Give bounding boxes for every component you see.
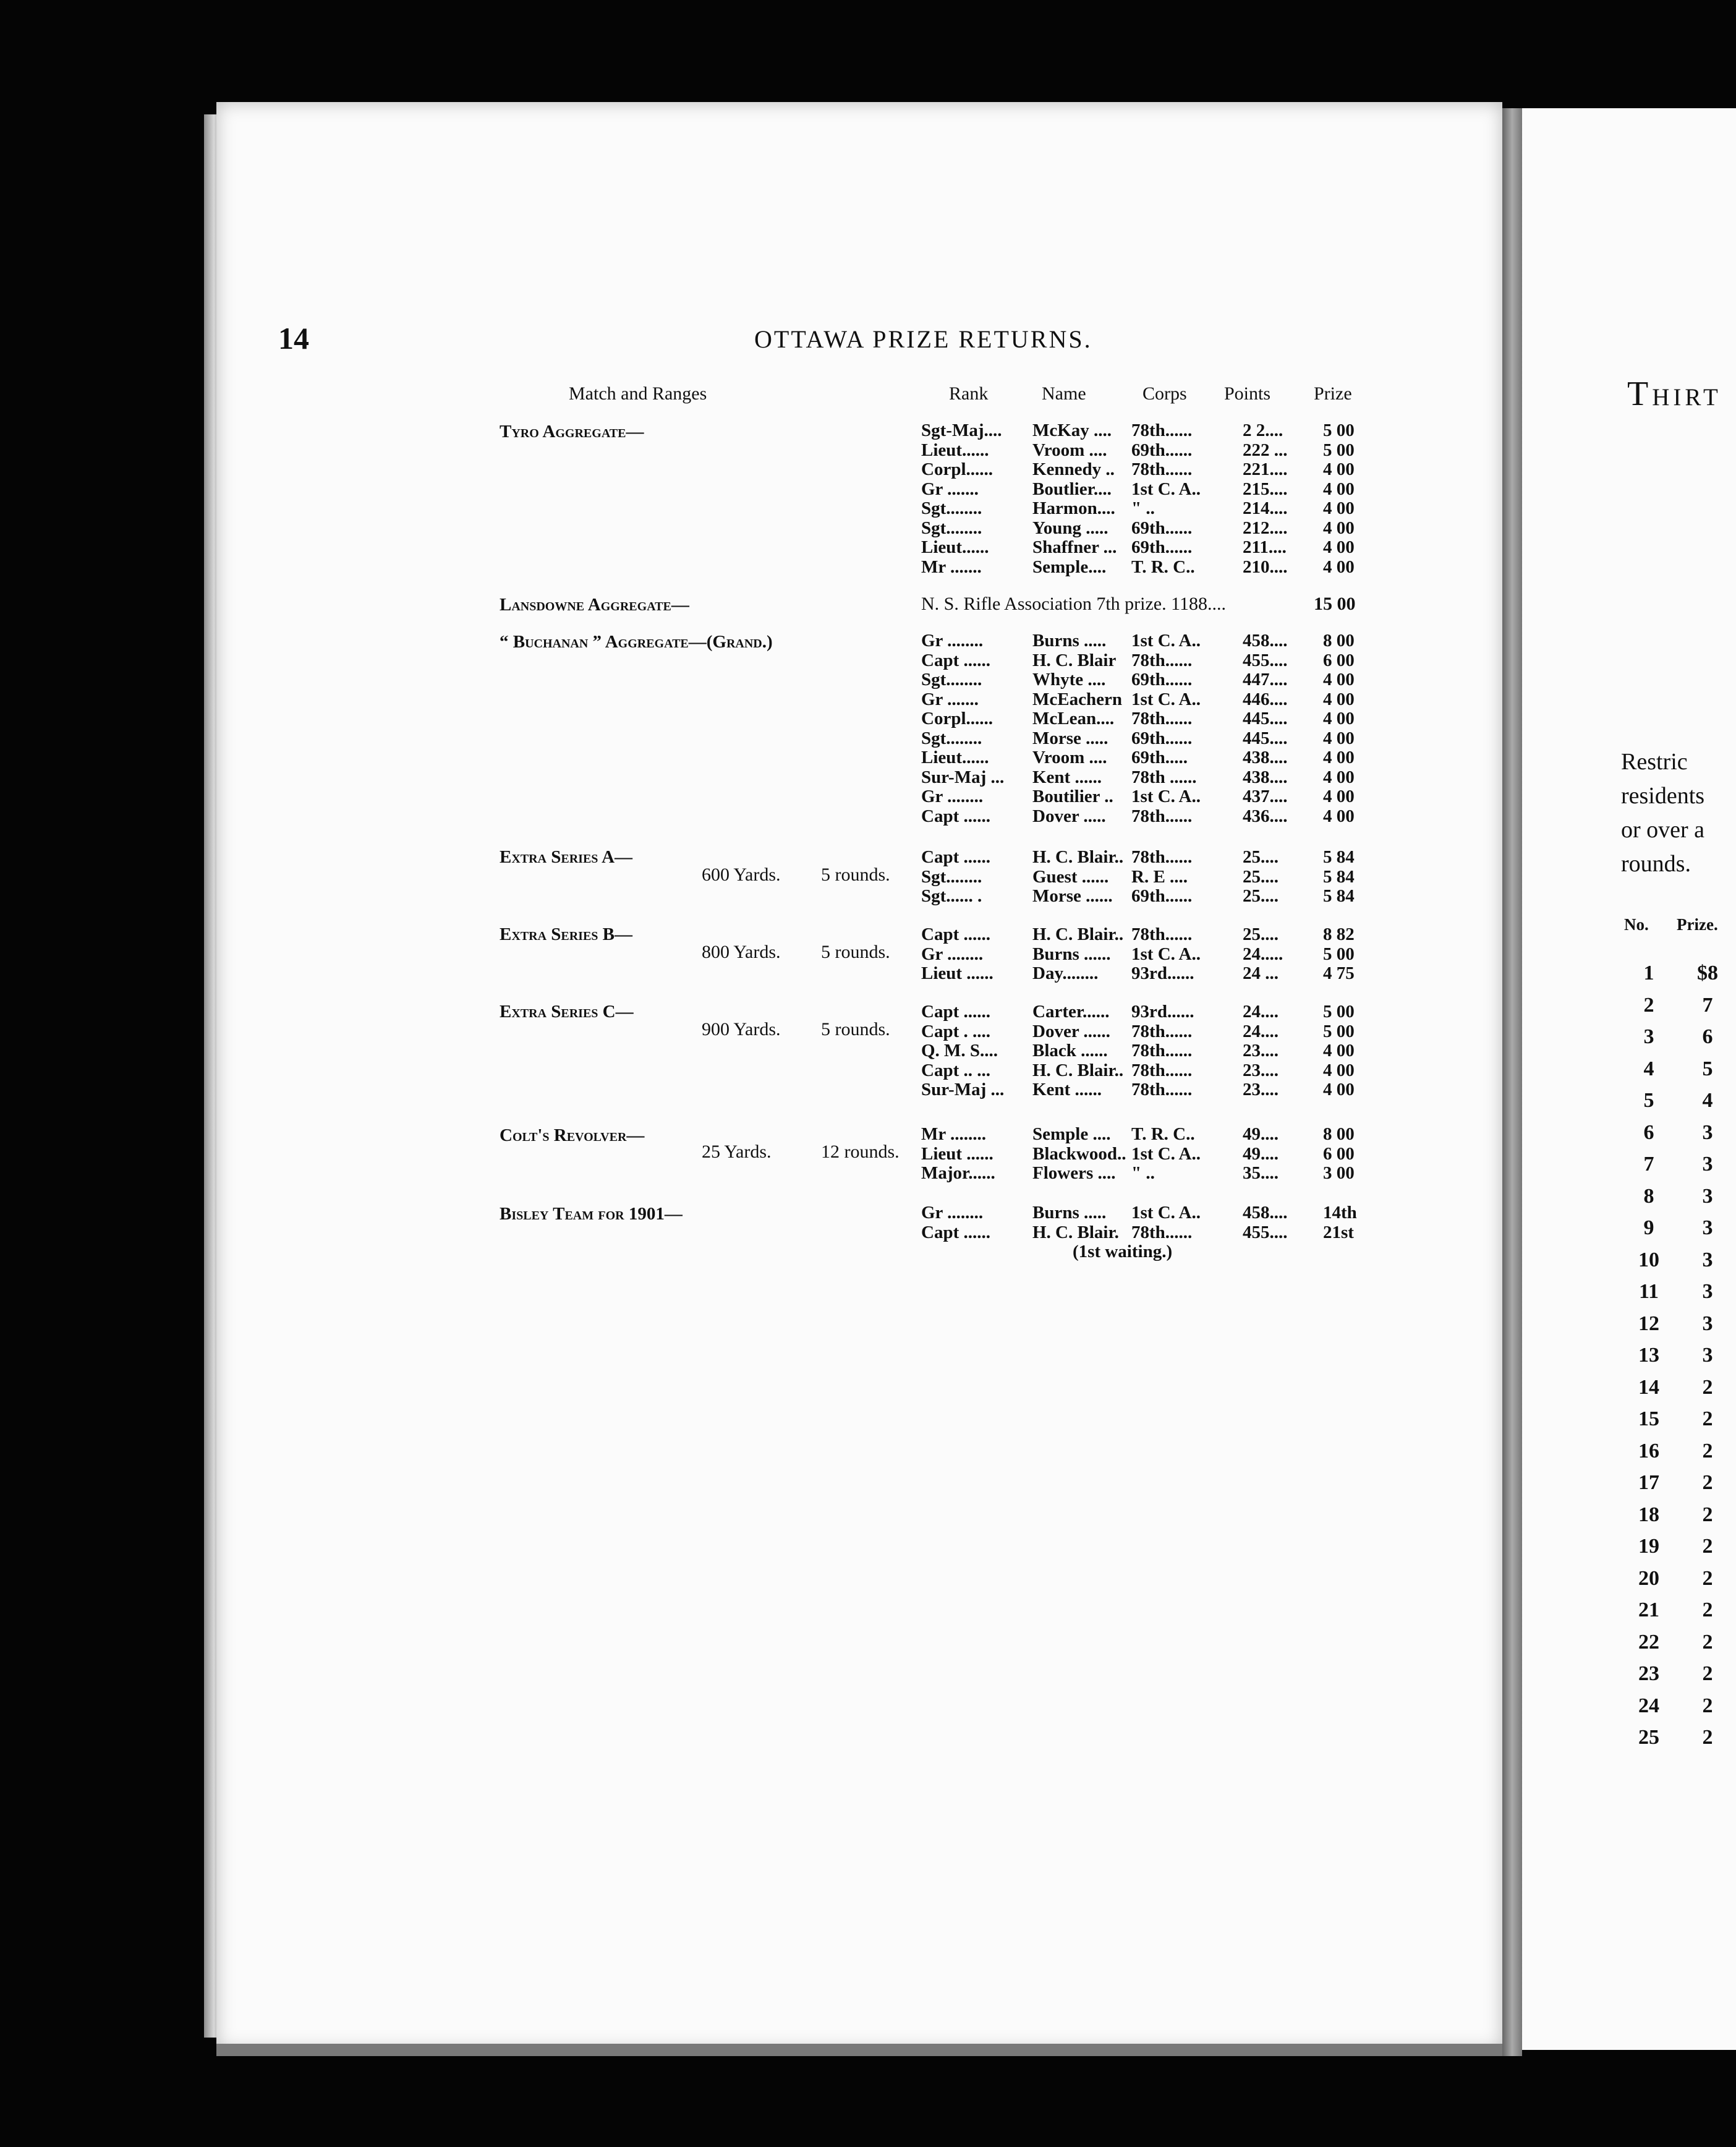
prize-cell: 5 00 — [1323, 944, 1355, 964]
corps-cell: 78th...... — [1131, 924, 1193, 944]
prize-number: 12 — [1638, 1312, 1659, 1335]
rank-cell: Sgt...... . — [921, 886, 982, 906]
prize-cell: 6 00 — [1323, 1143, 1355, 1164]
name-cell: McEachern — [1032, 689, 1122, 709]
prize-amount: 2 — [1702, 1407, 1713, 1430]
rank-cell: Lieut...... — [921, 748, 989, 767]
rank-cell: Sgt........ — [921, 518, 982, 538]
prize-cell: 4 00 — [1323, 806, 1355, 826]
points-cell: 455.... — [1243, 1222, 1288, 1242]
prize-number: 1 — [1643, 962, 1654, 984]
section-range: 25 Yards. — [702, 1142, 772, 1162]
prize-number: 25 — [1638, 1726, 1659, 1749]
right-page-title: Thirt — [1627, 375, 1722, 413]
prize-cell: 5 84 — [1323, 866, 1355, 887]
points-cell: 24.... — [1243, 1021, 1279, 1041]
name-cell: Carter...... — [1032, 1002, 1110, 1022]
prize-number: 21 — [1638, 1599, 1659, 1621]
prize-amount: 2 — [1702, 1439, 1713, 1462]
corps-cell: 69th...... — [1131, 670, 1193, 689]
prize-number: 2 — [1643, 993, 1654, 1017]
prize-cell: 4 75 — [1323, 963, 1355, 983]
prize-cell: 5 00 — [1323, 1021, 1355, 1041]
name-cell: Dover ...... — [1032, 1021, 1110, 1041]
rank-cell: Capt ...... — [921, 650, 990, 670]
section-rounds: 5 rounds. — [821, 864, 890, 885]
rank-cell: Lieut ...... — [921, 1143, 994, 1164]
name-cell: H. C. Blair.. — [1032, 847, 1124, 867]
prize-cell: 4 00 — [1323, 1080, 1355, 1099]
prize-amount: 3 — [1702, 1153, 1713, 1176]
points-cell: 446.... — [1243, 689, 1288, 709]
prize-cell: 4 00 — [1323, 459, 1355, 479]
prize-number: 15 — [1638, 1407, 1659, 1430]
rank-cell: Capt ...... — [921, 1002, 990, 1022]
section-line: N. S. Rifle Association 7th prize. 1188.... — [921, 594, 1227, 614]
points-cell: 438.... — [1243, 748, 1288, 767]
prize-amount: 7 — [1702, 993, 1713, 1017]
corps-cell: 78th...... — [1131, 1060, 1193, 1080]
points-cell: 2 2.... — [1243, 420, 1283, 440]
prize-amount: 3 — [1702, 1184, 1713, 1208]
corps-cell: 78th...... — [1131, 1041, 1193, 1061]
prize-amount: 4 — [1702, 1089, 1713, 1112]
name-cell: Whyte .... — [1032, 670, 1106, 689]
book-gutter — [1502, 108, 1522, 2056]
rank-cell: Mr ....... — [921, 557, 982, 577]
prize-cell: 5 84 — [1323, 886, 1355, 906]
corps-cell: 78th...... — [1131, 709, 1193, 728]
right-col-no: No. — [1624, 915, 1649, 934]
prize-amount: 2 — [1702, 1566, 1713, 1590]
prize-amount: 2 — [1702, 1630, 1713, 1654]
prize-cell: 6 00 — [1323, 650, 1355, 670]
prize-cell: 4 00 — [1323, 728, 1355, 748]
section-title: Bisley Team for 1901— — [500, 1204, 683, 1224]
points-cell: 211.... — [1243, 537, 1287, 557]
section-line-prize: 15 00 — [1314, 594, 1356, 614]
points-cell: 25.... — [1243, 924, 1279, 944]
column-header-match: Match and Ranges — [569, 383, 707, 404]
prize-amount: 3 — [1702, 1312, 1713, 1335]
prize-number: 11 — [1638, 1280, 1659, 1303]
points-cell: 458.... — [1243, 1203, 1288, 1223]
prize-number: 18 — [1638, 1503, 1659, 1526]
prize-amount: 2 — [1702, 1694, 1713, 1717]
prize-amount: 2 — [1702, 1662, 1713, 1685]
prize-number: 19 — [1638, 1535, 1659, 1558]
name-cell: Dover ..... — [1032, 806, 1106, 826]
name-cell: McLean.... — [1032, 709, 1115, 728]
rank-cell: Sgt........ — [921, 498, 982, 518]
name-cell: Guest ...... — [1032, 866, 1109, 887]
name-cell: Black ...... — [1032, 1041, 1108, 1061]
points-cell: 23.... — [1243, 1080, 1279, 1099]
corps-cell: T. R. C.. — [1131, 1124, 1195, 1144]
prize-number: 17 — [1638, 1471, 1659, 1494]
prize-amount: 2 — [1702, 1503, 1713, 1526]
prize-amount: 3 — [1702, 1248, 1713, 1271]
points-cell: 49.... — [1243, 1143, 1279, 1164]
points-cell: 221.... — [1243, 459, 1288, 479]
rank-cell: Q. M. S.... — [921, 1041, 998, 1061]
rank-cell: Corpl...... — [921, 459, 993, 479]
name-cell: Flowers .... — [1032, 1163, 1116, 1183]
prize-cell: 4 00 — [1323, 670, 1355, 689]
points-cell: 210.... — [1243, 557, 1288, 577]
corps-cell: 69th...... — [1131, 440, 1193, 460]
prize-cell: 3 00 — [1323, 1163, 1355, 1183]
rank-cell: Corpl...... — [921, 709, 993, 728]
rank-cell: Sgt........ — [921, 728, 982, 748]
name-cell: Kent ...... — [1032, 1080, 1102, 1099]
corps-cell: 78th...... — [1131, 459, 1193, 479]
rank-cell: Lieut...... — [921, 537, 989, 557]
prize-cell: 4 00 — [1323, 689, 1355, 709]
rank-cell: Capt ...... — [921, 806, 990, 826]
prize-amount: 6 — [1702, 1025, 1713, 1048]
corps-cell: T. R. C.. — [1131, 557, 1195, 577]
name-cell: H. C. Blair.. — [1032, 924, 1124, 944]
points-cell: 25.... — [1243, 866, 1279, 887]
points-cell: 455.... — [1243, 650, 1288, 670]
prize-cell: 14th — [1323, 1203, 1357, 1223]
prize-amount: 5 — [1702, 1057, 1713, 1080]
corps-cell: 78th...... — [1131, 1080, 1193, 1099]
name-cell: Kennedy .. — [1032, 459, 1115, 479]
corps-cell: 1st C. A.. — [1131, 479, 1201, 499]
corps-cell: 69th...... — [1131, 886, 1193, 906]
prize-number: 8 — [1643, 1184, 1654, 1208]
corps-cell: 69th..... — [1131, 748, 1188, 767]
corps-cell: " .. — [1131, 1163, 1155, 1183]
corps-cell: 78th...... — [1131, 806, 1193, 826]
corps-cell: " .. — [1131, 498, 1155, 518]
section-range: 800 Yards. — [702, 942, 781, 962]
points-cell: 215.... — [1243, 479, 1288, 499]
points-cell: 49.... — [1243, 1124, 1279, 1144]
rank-cell: Gr ....... — [921, 689, 979, 709]
prize-number: 3 — [1643, 1025, 1654, 1048]
prize-cell: 5 84 — [1323, 847, 1355, 867]
page-bottom-edge — [216, 2044, 1502, 2056]
rank-cell: Sgt........ — [921, 670, 982, 689]
points-cell: 447.... — [1243, 670, 1288, 689]
corps-cell: 78th...... — [1131, 650, 1193, 670]
right-page-text-line: or over a — [1621, 817, 1705, 843]
points-cell: 24.... — [1243, 1002, 1279, 1022]
prize-cell: 5 00 — [1323, 440, 1355, 460]
prize-cell: 4 00 — [1323, 537, 1355, 557]
name-cell: Boutilier .. — [1032, 787, 1113, 806]
prize-amount: 3 — [1702, 1120, 1713, 1144]
rank-cell: Capt ...... — [921, 924, 990, 944]
section-title: Extra Series C— — [500, 1002, 634, 1022]
section-rounds: 5 rounds. — [821, 1019, 890, 1039]
prize-cell: 8 00 — [1323, 631, 1355, 651]
corps-cell: 1st C. A.. — [1131, 689, 1201, 709]
corps-cell: 78th...... — [1131, 420, 1193, 440]
section-rounds: 5 rounds. — [821, 942, 890, 962]
points-cell: 25.... — [1243, 847, 1279, 867]
left-page — [216, 102, 1502, 2050]
corps-cell: 78th ...... — [1131, 767, 1197, 787]
section-title: “ Buchanan ” Aggregate—(Grand.) — [500, 632, 773, 652]
corps-cell: 78th...... — [1131, 847, 1193, 867]
rank-cell: Capt . .... — [921, 1021, 990, 1041]
prize-number: 22 — [1638, 1630, 1659, 1654]
section-title: Tyro Aggregate— — [500, 422, 644, 442]
name-cell: Day........ — [1032, 963, 1099, 983]
corps-cell: 1st C. A.. — [1131, 1203, 1201, 1223]
rank-cell: Capt ...... — [921, 1222, 990, 1242]
name-cell: Semple .... — [1032, 1124, 1111, 1144]
section-range: 600 Yards. — [702, 864, 781, 885]
prize-amount: 3 — [1702, 1280, 1713, 1303]
points-cell: 23.... — [1243, 1060, 1279, 1080]
rank-cell: Capt ...... — [921, 847, 990, 867]
prize-number: 5 — [1643, 1089, 1654, 1112]
name-cell: Kent ...... — [1032, 767, 1102, 787]
prize-number: 9 — [1643, 1216, 1654, 1239]
prize-number: 24 — [1638, 1694, 1659, 1717]
name-cell: Boutlier.... — [1032, 479, 1112, 499]
prize-amount: 3 — [1702, 1216, 1713, 1239]
right-page — [1522, 108, 1736, 2050]
name-cell: McKay .... — [1032, 420, 1112, 440]
prize-amount: 3 — [1702, 1344, 1713, 1367]
prize-number: 16 — [1638, 1439, 1659, 1462]
column-header-rank: Rank — [949, 383, 989, 404]
prize-cell: 4 00 — [1323, 557, 1355, 577]
points-cell: 445.... — [1243, 728, 1288, 748]
prize-cell: 8 00 — [1323, 1124, 1355, 1144]
corps-cell: 93rd...... — [1131, 963, 1194, 983]
prize-amount: $8 — [1697, 962, 1718, 984]
points-cell: 212.... — [1243, 518, 1288, 538]
prize-cell: 21st — [1323, 1222, 1354, 1242]
corps-cell: 1st C. A.. — [1131, 944, 1201, 964]
prize-amount: 2 — [1702, 1599, 1713, 1621]
section-title: Lansdowne Aggregate— — [500, 595, 689, 615]
prize-number: 13 — [1638, 1344, 1659, 1367]
prize-number: 6 — [1643, 1120, 1654, 1144]
column-header-corps: Corps — [1142, 383, 1187, 404]
right-page-text-line: residents — [1621, 783, 1705, 809]
page-title: OTTAWA PRIZE RETURNS. — [754, 325, 1092, 353]
corps-cell: 69th...... — [1131, 728, 1193, 748]
points-cell: 214.... — [1243, 498, 1288, 518]
rank-cell: Lieut...... — [921, 440, 989, 460]
name-cell: Morse ...... — [1032, 886, 1113, 906]
column-header-points: Points — [1224, 383, 1271, 404]
prize-cell: 4 00 — [1323, 787, 1355, 806]
corps-cell: 1st C. A.. — [1131, 787, 1201, 806]
name-cell: Shaffner ... — [1032, 537, 1117, 557]
page-number: 14 — [278, 321, 309, 356]
prize-cell: 5 00 — [1323, 420, 1355, 440]
points-cell: 437.... — [1243, 787, 1288, 806]
right-col-prize: Prize. — [1677, 915, 1718, 934]
name-cell: Vroom .... — [1032, 440, 1107, 460]
points-cell: 24..... — [1243, 944, 1283, 964]
right-page-text-line: Restric — [1621, 749, 1688, 775]
prize-cell: 4 00 — [1323, 767, 1355, 787]
prize-cell: 4 00 — [1323, 479, 1355, 499]
prize-cell: 4 00 — [1323, 1060, 1355, 1080]
rank-cell: Capt .. ... — [921, 1060, 990, 1080]
prize-cell: 4 00 — [1323, 709, 1355, 728]
prize-cell: 8 82 — [1323, 924, 1355, 944]
section-title: Extra Series B— — [500, 924, 633, 944]
rank-cell: Sgt-Maj.... — [921, 420, 1002, 440]
corps-cell: 78th...... — [1131, 1021, 1193, 1041]
corps-cell: R. E .... — [1131, 866, 1188, 887]
prize-amount: 2 — [1702, 1726, 1713, 1749]
prize-number: 14 — [1638, 1375, 1659, 1399]
rank-cell: Gr ........ — [921, 944, 984, 964]
name-cell: Burns ..... — [1032, 631, 1107, 651]
name-cell: Harmon.... — [1032, 498, 1115, 518]
prize-cell: 4 00 — [1323, 1041, 1355, 1061]
points-cell: 24 ... — [1243, 963, 1279, 983]
rank-cell: Sur-Maj ... — [921, 1080, 1005, 1099]
rank-cell: Lieut ...... — [921, 963, 994, 983]
points-cell: 222 ... — [1243, 440, 1288, 460]
prize-number: 10 — [1638, 1248, 1659, 1271]
rank-cell: Gr ........ — [921, 631, 984, 651]
prize-amount: 2 — [1702, 1535, 1713, 1558]
name-cell: H. C. Blair. — [1032, 1222, 1119, 1242]
prize-cell: 4 00 — [1323, 748, 1355, 767]
section-title: Extra Series A— — [500, 847, 633, 867]
name-cell: H. C. Blair.. — [1032, 1060, 1124, 1080]
name-cell: Vroom .... — [1032, 748, 1107, 767]
name-cell: H. C. Blair — [1032, 650, 1117, 670]
points-cell: 458.... — [1243, 631, 1288, 651]
rank-cell: Gr ........ — [921, 787, 984, 806]
name-cell: Blackwood.. — [1032, 1143, 1126, 1164]
prize-amount: 2 — [1702, 1375, 1713, 1399]
rank-cell: Gr ....... — [921, 479, 979, 499]
prize-number: 7 — [1643, 1153, 1654, 1176]
name-cell: Young ..... — [1032, 518, 1108, 538]
points-cell: 445.... — [1243, 709, 1288, 728]
section-note: (1st waiting.) — [1073, 1242, 1173, 1261]
corps-cell: 1st C. A.. — [1131, 1143, 1201, 1164]
prize-number: 20 — [1638, 1566, 1659, 1590]
section-rounds: 12 rounds. — [821, 1142, 900, 1162]
rank-cell: Mr ........ — [921, 1124, 986, 1144]
corps-cell: 1st C. A.. — [1131, 631, 1201, 651]
points-cell: 25.... — [1243, 886, 1279, 906]
section-range: 900 Yards. — [702, 1019, 781, 1039]
rank-cell: Major...... — [921, 1163, 995, 1183]
corps-cell: 93rd...... — [1131, 1002, 1194, 1022]
prize-amount: 2 — [1702, 1471, 1713, 1494]
section-title: Colt's Revolver— — [500, 1125, 645, 1145]
column-header-prize: Prize — [1314, 383, 1352, 404]
rank-cell: Sgt........ — [921, 866, 982, 887]
prize-number: 4 — [1643, 1057, 1654, 1080]
name-cell: Burns ..... — [1032, 1203, 1107, 1223]
points-cell: 23.... — [1243, 1041, 1279, 1061]
points-cell: 438.... — [1243, 767, 1288, 787]
rank-cell: Sur-Maj ... — [921, 767, 1005, 787]
points-cell: 436.... — [1243, 806, 1288, 826]
prize-cell: 5 00 — [1323, 1002, 1355, 1022]
rank-cell: Gr ........ — [921, 1203, 984, 1223]
corps-cell: 69th...... — [1131, 518, 1193, 538]
right-page-text-line: rounds. — [1621, 851, 1691, 877]
corps-cell: 78th...... — [1131, 1222, 1193, 1242]
name-cell: Semple.... — [1032, 557, 1107, 577]
column-header-name: Name — [1042, 383, 1086, 404]
prize-number: 23 — [1638, 1662, 1659, 1685]
name-cell: Morse ..... — [1032, 728, 1108, 748]
corps-cell: 69th...... — [1131, 537, 1193, 557]
prize-cell: 4 00 — [1323, 518, 1355, 538]
prize-cell: 4 00 — [1323, 498, 1355, 518]
points-cell: 35.... — [1243, 1163, 1279, 1183]
name-cell: Burns ...... — [1032, 944, 1111, 964]
